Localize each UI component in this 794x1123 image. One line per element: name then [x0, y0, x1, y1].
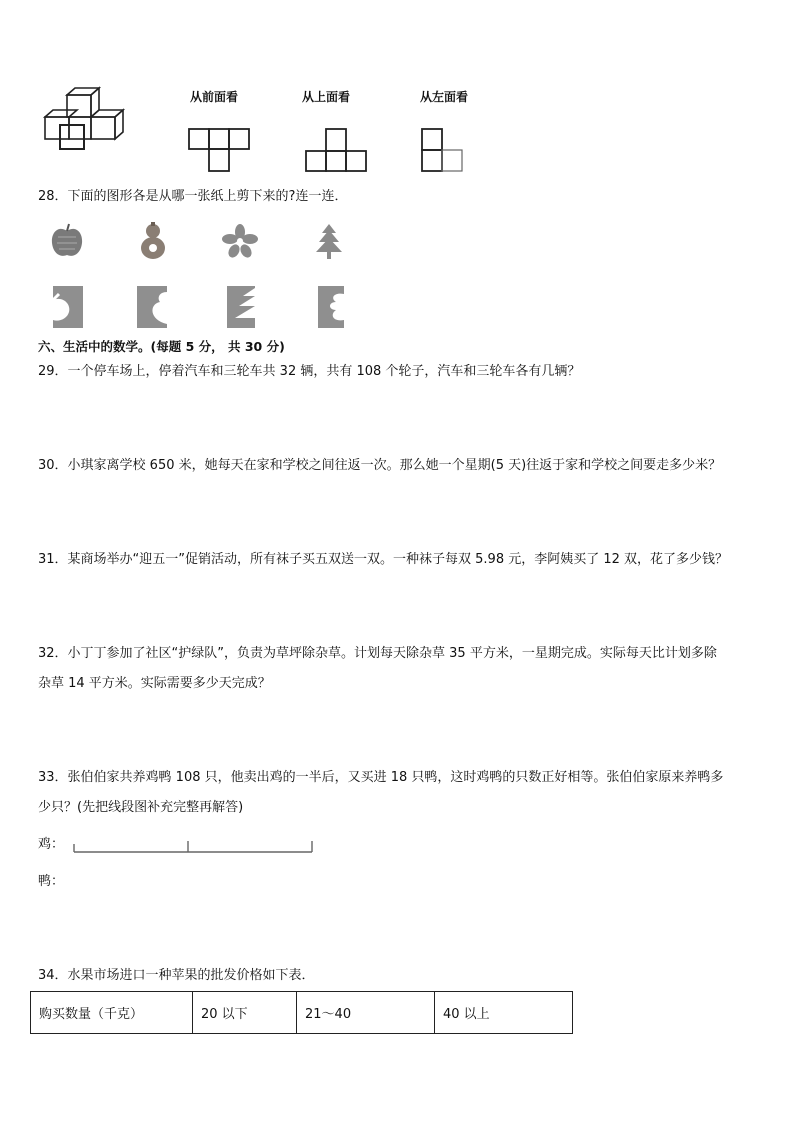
flower-cutout-icon — [222, 224, 258, 258]
question-30: 30．小琪家离学校 650 米，她每天在家和学校之间往返一次。那么她一个星期(5 天)往返于家和学校之间要走多少米？ — [38, 458, 722, 473]
pine-tree-cutout-icon — [316, 224, 342, 260]
question-29: 29．一个停车场上，停着汽车和三轮车共 32 辆，共有 108 个轮子，汽车和三轮车各有几辆？ — [38, 364, 581, 379]
question-32-line2: 杂草 14 平方米。实际需要多少天完成？ — [38, 676, 271, 691]
gourd-cutout-icon — [137, 222, 169, 260]
top-view-label: 从上面看 — [302, 90, 351, 104]
left-view-label: 从左面看 — [420, 90, 469, 104]
paper-half-tree-icon — [227, 286, 255, 328]
question-32-line1: 32．小丁丁参加了社区“护绿队”，负责为草坪除杂草。计划每天除杂草 35 平方米，一星期完成。实际每天比计划多除 — [38, 646, 717, 661]
table-row — [31, 992, 573, 1034]
question-33-line1: 33．张伯伯家共养鸡鸭 108 只，他卖出鸡的一半后，又买进 18 只鸭，这时鸡鸭的只数正好相等。张伯伯家原来养鸭多 — [38, 770, 724, 785]
table-cell: 21～40 — [297, 992, 435, 1034]
question-34: 34．水果市场进口一种苹果的批发价格如下表． — [38, 968, 315, 983]
question-28: 28．下面的图形各是从哪一张纸上剪下来的?连一连． — [38, 189, 348, 204]
table-cell: 购买数量（千克） — [31, 992, 193, 1034]
top-view-figure — [305, 128, 367, 174]
duck-label: 鸭： — [38, 874, 65, 889]
chicken-label: 鸡： — [38, 837, 65, 852]
left-view-figure — [421, 128, 465, 174]
table-cell: 40 以上 — [435, 992, 573, 1034]
paper-half-apple-icon — [53, 286, 83, 328]
paper-half-flower-icon — [318, 286, 344, 328]
cube-stack-figure — [40, 85, 130, 155]
front-view-label: 从前面看 — [190, 90, 239, 104]
apple-cutout-icon — [50, 223, 84, 259]
paper-half-gourd-icon — [137, 286, 167, 328]
section-six-title: 六、生活中的数学。(每题 5 分， 共 30 分) — [38, 339, 285, 354]
table-cell: 20 以下 — [193, 992, 297, 1034]
chicken-segment-diagram — [72, 838, 314, 856]
front-view-figure — [188, 128, 250, 174]
question-33-line2: 少只？(先把线段图补充完整再解答) — [38, 800, 244, 815]
question-31: 31．某商场举办“迎五一”促销活动，所有袜子买五双送一双。一种袜子每双 5.98 元，李阿姨买了 12 双，花了多少钱？ — [38, 552, 729, 567]
price-table — [30, 991, 573, 1034]
